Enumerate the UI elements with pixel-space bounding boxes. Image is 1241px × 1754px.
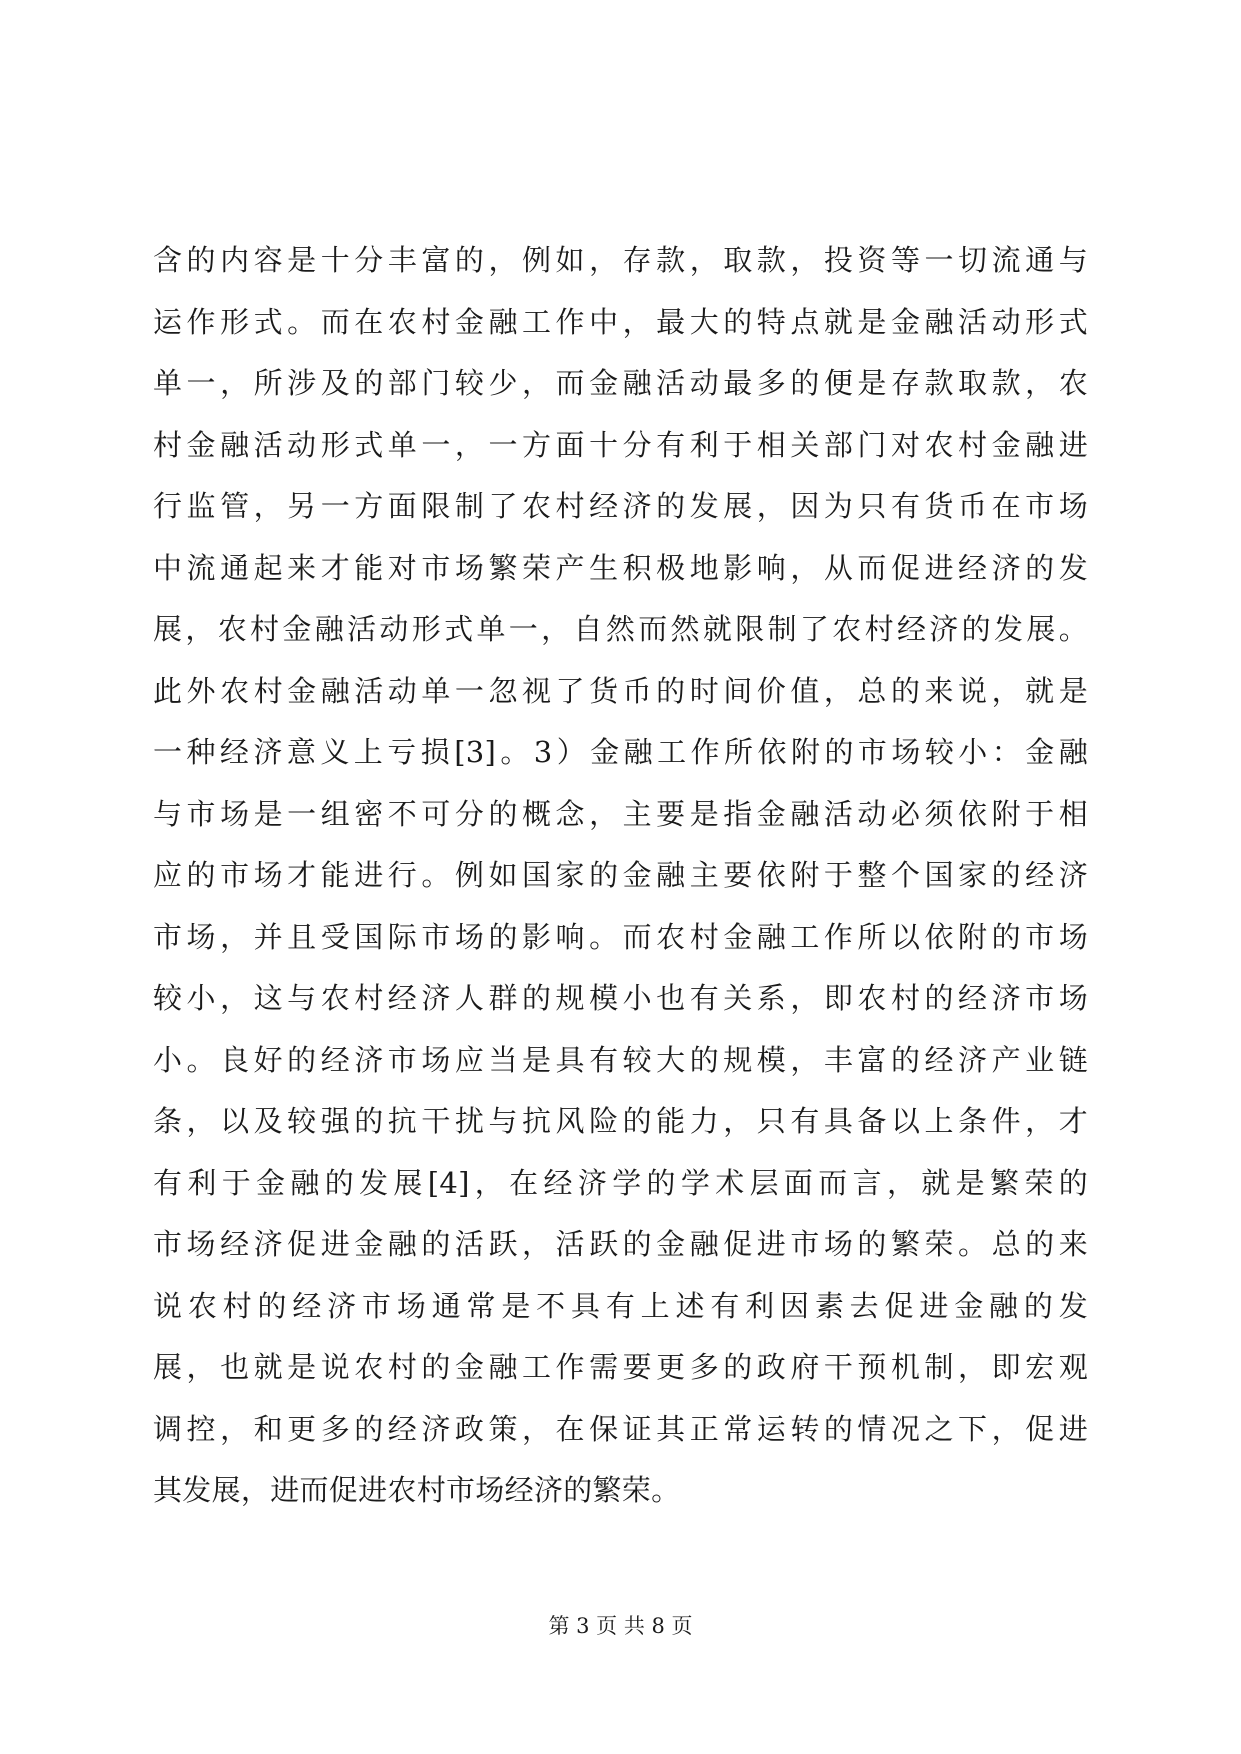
text-line: 说农村的经济市场通常是不具有上述有利因素去促进金融的发 (153, 1288, 1088, 1323)
text-line: 市场经济促进金融的活跃，活跃的金融促进市场的繁荣。总的来 (153, 1227, 1088, 1261)
text-line: 一种经济意义上亏损[3]。3）金融工作所依附的市场较小：金融 (153, 735, 1088, 769)
text-line: 行监管，另一方面限制了农村经济的发展，因为只有货币在市场 (153, 489, 1088, 523)
text-line: 条，以及较强的抗干扰与抗风险的能力，只有具备以上条件，才 (153, 1104, 1088, 1138)
text-line: 含的内容是十分丰富的，例如，存款，取款，投资等一切流通与 (153, 243, 1088, 277)
text-line: 展，也就是说农村的金融工作需要更多的政府干预机制，即宏观 (153, 1350, 1088, 1384)
text-line: 运作形式。而在农村金融工作中，最大的特点就是金融活动形式 (153, 304, 1088, 339)
text-line: 较小，这与农村经济人群的规模小也有关系，即农村的经济市场 (153, 981, 1088, 1015)
text-line: 中流通起来才能对市场繁荣产生积极地影响，从而促进经济的发 (153, 550, 1088, 585)
text-line: 村金融活动形式单一，一方面十分有利于相关部门对农村金融进 (153, 427, 1088, 462)
text-line: 此外农村金融活动单一忽视了货币的时间价值，总的来说，就是 (153, 673, 1088, 708)
text-line: 市场，并且受国际市场的影响。而农村金融工作所以依附的市场 (153, 919, 1088, 954)
page-number-footer: 第 3 页 共 8 页 (548, 1614, 693, 1638)
text-line: 有利于金融的发展[4]，在经济学的学术层面而言，就是繁荣的 (153, 1165, 1088, 1200)
text-line: 与市场是一组密不可分的概念，主要是指金融活动必须依附于相 (153, 796, 1088, 831)
text-line: 应的市场才能进行。例如国家的金融主要依附于整个国家的经济 (153, 858, 1088, 892)
text-line: 小。良好的经济市场应当是具有较大的规模，丰富的经济产业链 (153, 1042, 1088, 1077)
text-line: 展，农村金融活动形式单一，自然而然就限制了农村经济的发展。 (153, 612, 1088, 646)
text-line: 调控，和更多的经济政策，在保证其正常运转的情况之下，促进 (153, 1411, 1088, 1446)
body-text (153, 230, 1088, 1522)
text-line: 其发展，进而促进农村市场经济的繁荣。 (153, 1473, 681, 1507)
text-line: 单一，所涉及的部门较少，而金融活动最多的便是存款取款，农 (153, 366, 1088, 400)
